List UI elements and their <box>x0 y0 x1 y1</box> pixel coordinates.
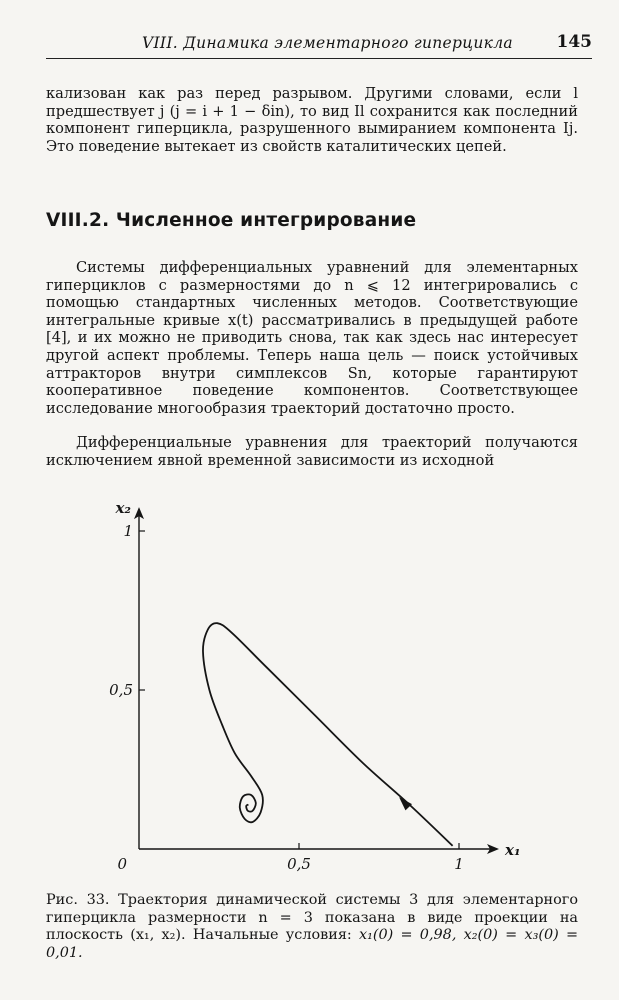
header-rule <box>46 58 592 59</box>
trajectory-chart <box>0 480 619 900</box>
initial-condition-x2: x₂(0) = <box>463 927 525 943</box>
initial-condition-x1: x₁(0) = 0,98, <box>359 927 457 943</box>
x-tick-label: 1 <box>454 855 464 873</box>
paragraph-numerical-integration: Системы дифференциальных уравнений для элементарных гиперциклов с размерностями до n ⩽ 12 интегрировались с помощью стандартных численных методов. Соответствующие интегральные кривые x(t) рассматривались в предыдущей работе [4], и их можно не приводить снова, так как здесь нас интересует другой аспект проблемы. Теперь наша цель — поиск устойчивых аттракторов внутри симплексов Sn, которые гарантируют кооперативное поведение компонентов. Соответствующее исследование многообразия траекторий достаточно просто. <box>46 259 578 417</box>
trajectory-curve <box>203 623 453 846</box>
figure-33 <box>0 480 619 900</box>
chart-labels <box>109 499 520 873</box>
x-tick-label: 0,5 <box>287 855 311 873</box>
initial-condition-x3: x₃(0) = 0,01. <box>46 927 579 961</box>
page-number: 145 <box>556 32 592 52</box>
chart-axes <box>134 507 499 854</box>
figure-caption <box>46 892 578 962</box>
caption-label: Рис. 33. <box>46 892 110 908</box>
y-tick-label: 1 <box>123 522 133 540</box>
paragraph-continuation: кализован как раз перед разрывом. Другими словами, если l предшествует j (j = i + 1 − δin), то вид Il сохранится как последний компонент гиперцикла, разрушенного вымиранием компонента Ij. Это поведение вытекает из свойств каталитических цепей. <box>46 85 578 155</box>
section-heading: VIII.2. Численное интегрирование <box>46 210 417 231</box>
caption-text: Траектория динамической системы 3 для элементарного гиперцикла размерности n = 3 показана в виде проекции на плоскость (x₁, x₂). Начальные условия: <box>46 892 579 943</box>
origin-label: 0 <box>117 855 127 873</box>
running-header <box>46 32 592 58</box>
y-axis-label: x₂ <box>115 499 131 518</box>
x-axis-label: x₁ <box>505 841 521 859</box>
running-title: VIII. Динамика элементарного гиперцикла <box>142 34 513 52</box>
chart-series <box>203 623 453 846</box>
trajectory-direction-arrow <box>399 797 412 810</box>
chart-ticks <box>139 531 459 849</box>
y-tick-label: 0,5 <box>109 681 133 699</box>
paragraph-trajectory-equations: Дифференциальные уравнения для траекторий получаются исключением явной временной зависимости из исходной <box>46 434 578 469</box>
